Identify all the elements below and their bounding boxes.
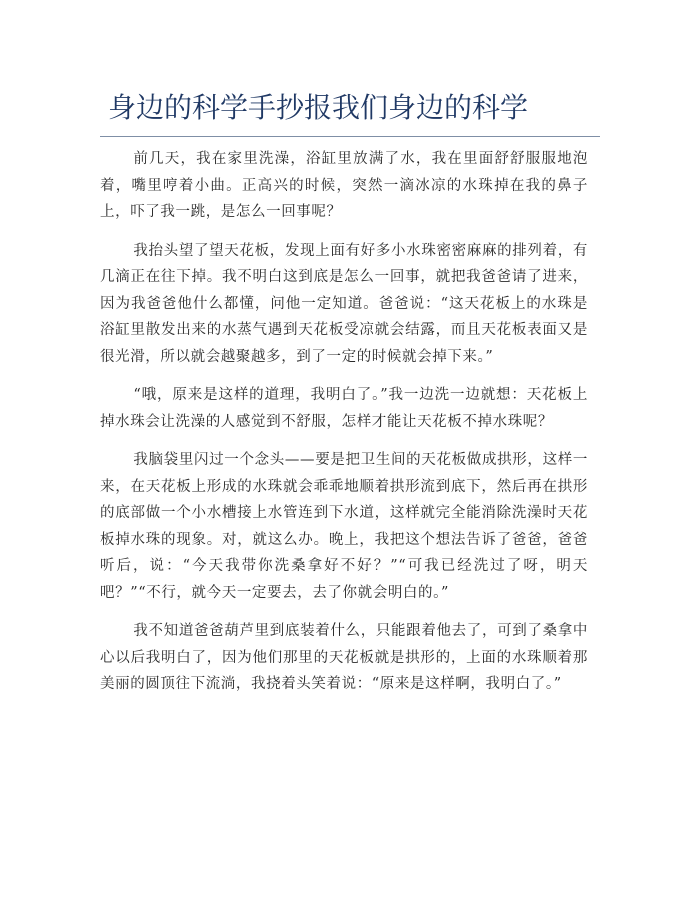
title-underline — [100, 136, 600, 137]
paragraph-5: 我不知道爸爸葫芦里到底装着什么，只能跟着他去了，可到了桑拿中心以后我明白了，因为他们那里的天花板就是拱形的，上面的水珠顺着那美丽的圆顶往下流淌，我挠着头笑着说：“原来是这样啊，我明白了。” — [100, 623, 588, 692]
article-body — [100, 146, 588, 710]
page-title: 身边的科学手抄报我们身边的科学 — [108, 91, 529, 124]
paragraph-2: 我抬头望了望天花板，发现上面有好多小水珠密密麻麻的排列着，有几滴正在往下掉。我不明白这到底是怎么一回事，就把我爸爸请了进来，因为我爸爸他什么都懂，问他一定知道。爸爸说：“这天花板上的水珠是浴缸里散发出来的水蒸气遇到天花板受凉就会结露，而且天花板表面又是很光滑，所以就会越聚越多，到了一定的时候就会掉下来。” — [100, 242, 588, 365]
paragraph-4: 我脑袋里闪过一个念头——要是把卫生间的天花板做成拱形，这样一来，在天花板上形成的水珠就会乖乖地顺着拱形流到底下，然后再在拱形的底部做一个小水槽接上水管连到下水道，这样就完全能消除洗澡时天花板掉水珠的现象。对，就这么办。晚上，我把这个想法告诉了爸爸，爸爸听后，说：“今天我带你洗桑拿好不好？”“可我已经洗过了呀，明天吧？”“不行，就今天一定要去，去了你就会明白的。” — [100, 452, 588, 601]
paragraph-3: “哦，原来是这样的道理，我明白了。”我一边洗一边就想：天花板上掉水珠会让洗澡的人感觉到不舒服，怎样才能让天花板不掉水珠呢？ — [100, 387, 588, 430]
paragraph-1: 前几天，我在家里洗澡，浴缸里放满了水，我在里面舒舒服服地泡着，嘴里哼着小曲。正高兴的时候，突然一滴冰凉的水珠掉在我的鼻子上，吓了我一跳，是怎么一回事呢？ — [100, 151, 588, 220]
